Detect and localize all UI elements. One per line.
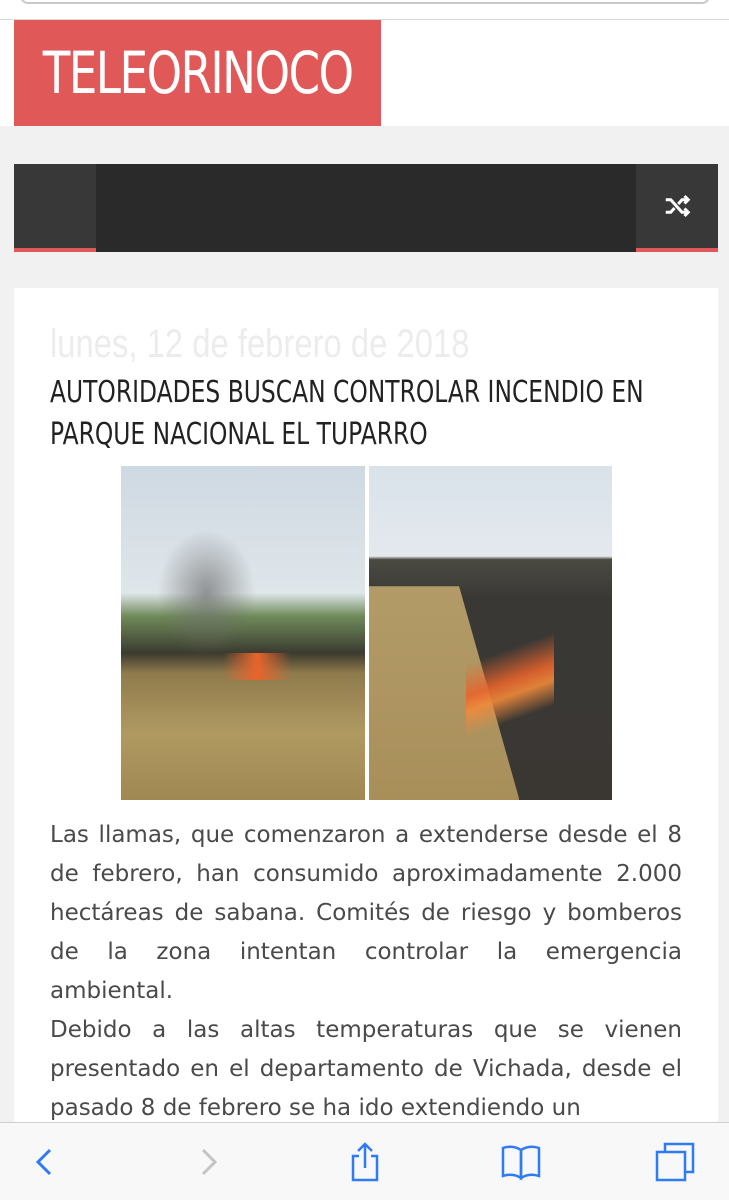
post-date: lunes, 12 de febrero de 2018 — [50, 322, 470, 366]
post-title[interactable]: AUTORIDADES BUSCAN CONTROLAR INCENDIO EN PARQUE NACIONAL EL TUPARRO — [50, 375, 644, 452]
nav-bar — [14, 164, 718, 252]
menu-button[interactable] — [14, 164, 96, 252]
post-body — [50, 816, 682, 1128]
browser-toolbar — [0, 1122, 729, 1200]
site-logo[interactable] — [14, 20, 381, 126]
fire-photo-left — [121, 466, 365, 800]
fire-photo-right — [369, 466, 613, 800]
browser-top-bar — [0, 0, 729, 20]
forward-button[interactable] — [183, 1137, 233, 1187]
chevron-left-icon — [23, 1140, 67, 1184]
shuffle-icon — [662, 191, 692, 221]
post-card — [14, 288, 718, 1128]
book-icon — [499, 1140, 543, 1184]
random-post-button[interactable] — [636, 164, 718, 252]
back-button[interactable] — [20, 1137, 70, 1187]
site-header — [0, 20, 729, 126]
site-logo-text: TELEORINOCO — [42, 39, 353, 107]
share-button[interactable] — [340, 1137, 390, 1187]
tabs-icon — [653, 1140, 697, 1184]
paragraph-2: Debido a las altas temperaturas que se vienen presentado en el departamento de Vichada, desde el pasado 8 de febrero se ha ido extendiendo un — [50, 1017, 682, 1121]
bookmarks-button[interactable] — [496, 1137, 546, 1187]
chevron-right-icon — [186, 1140, 230, 1184]
paragraph-1: Las llamas, que comenzaron a extenderse desde el 8 de febrero, han consumido aproximadamente 2.000 hectáreas de sabana. Comités de riesgo y bomberos de la zona intentan controlar la emergencia ambiental. — [50, 822, 682, 1004]
address-bar[interactable] — [20, 0, 710, 4]
post-image — [121, 466, 612, 800]
tabs-button[interactable] — [650, 1137, 700, 1187]
share-icon — [343, 1140, 387, 1184]
